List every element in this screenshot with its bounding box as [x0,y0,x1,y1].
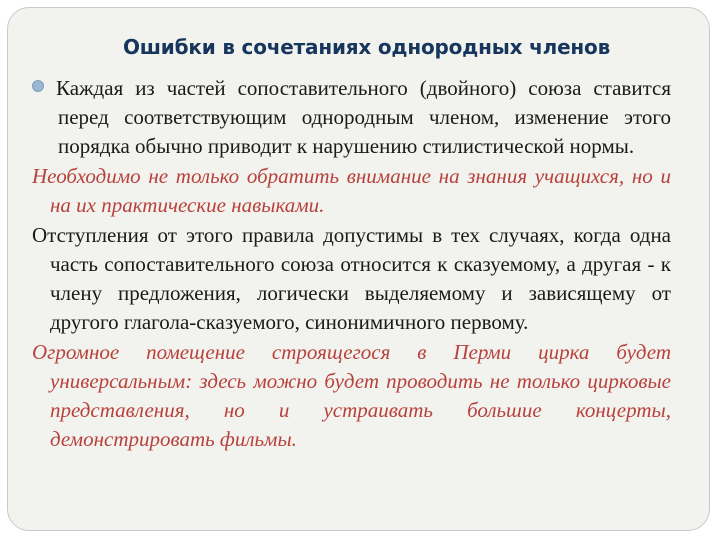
example-paragraph-error: Необходимо не только обратить внимание на знания учащихся, но и на их практические навыками. [32,164,671,217]
example-paragraph-exception: Огромное помещение строящегося в Перми цирка будет универсальным: здесь можно будет проводить не только цирковые представления, но и устраивать большие концерты, демонстрировать фильмы. [32,340,671,451]
rule-paragraph [32,74,671,161]
bullet-dot-icon [32,80,44,92]
rule-text: Каждая из частей сопоставительного (двойного) союза ставится перед соответствующим однородным членом, изменение этого порядка обычно приводит к нарушению стилистической нормы. [56,76,671,158]
exception-paragraph: Отступления от этого правила допустимы в тех случаях, когда одна часть сопоставительного союза относится к сказуемому, а другая - к члену предложения, логически выделяемому и зависящему от другого глагола-сказуемого, синонимичного первому. [32,223,671,334]
slide-title: Ошибки в сочетаниях однородных членов [122,35,611,59]
slide-frame [7,7,710,531]
slide-content [32,74,671,455]
